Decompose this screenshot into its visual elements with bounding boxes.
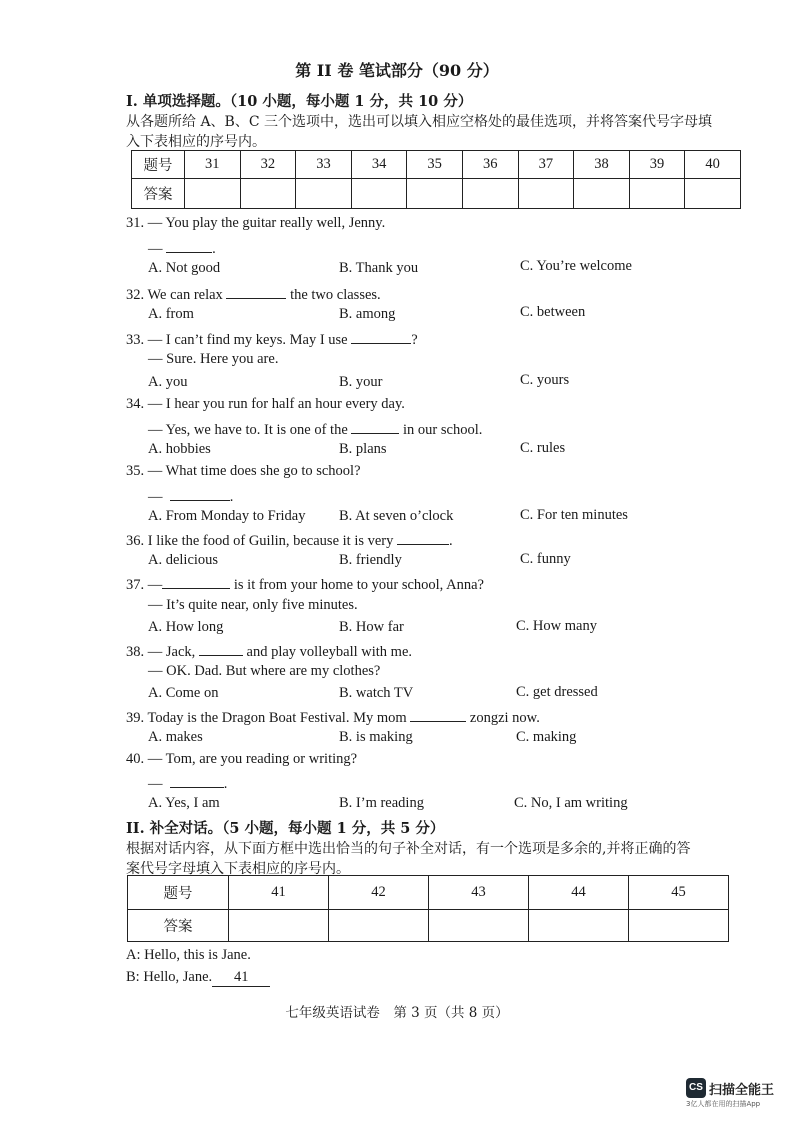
question-34-stem: 34. — I hear you run for half an hour every day. (126, 396, 405, 412)
answer-cell[interactable] (296, 179, 352, 209)
answer-table-1-header-row (132, 151, 741, 179)
question-35-response: — . (148, 486, 233, 506)
answer-table-2-number: 44 (529, 876, 629, 910)
answer-table-2-answer-row (128, 910, 729, 942)
answer-blank[interactable] (397, 530, 449, 545)
option-b: B. How far (339, 619, 404, 635)
option-a: A. Yes, I am (148, 795, 220, 811)
option-a: A. hobbies (148, 441, 211, 457)
option-c: C. You’re welcome (520, 258, 632, 274)
answer-table-2-number: 45 (629, 876, 729, 910)
question-31-response: — . (148, 238, 216, 258)
answer-cell[interactable] (240, 179, 296, 209)
camscanner-logo-icon: CS (686, 1078, 706, 1098)
question-37-response: — It’s quite near, only five minutes. (148, 597, 358, 613)
answer-table-1-number: 33 (296, 151, 352, 179)
question-35-stem: 35. — What time does she go to school? (126, 463, 361, 479)
answer-table-1-number: 36 (462, 151, 518, 179)
option-a: A. you (148, 374, 188, 390)
camscanner-tagline: 3亿人都在用的扫描App (686, 1100, 761, 1108)
question-33-stem: 33. — I can’t find my keys. May I use ? (126, 329, 418, 349)
question-31-stem: 31. — You play the guitar really well, Jenny. (126, 215, 386, 231)
option-a: A. Come on (148, 685, 219, 701)
question-36-stem: 36. I like the food of Guilin, because it is very . (126, 530, 453, 550)
answer-blank[interactable] (351, 419, 399, 434)
option-c: C. For ten minutes (520, 507, 628, 523)
question-37-stem: 37. — is it from your home to your school, Anna? (126, 574, 484, 594)
answer-table-1-number: 40 (685, 151, 741, 179)
option-b: B. watch TV (339, 685, 414, 701)
section2-instruction-line1: 根据对话内容，从下面方框中选出恰当的句子补全对话，有一个选项是多余的,并将正确的答 (126, 841, 691, 857)
section2-heading: II. 补全对话。（5 小题，每小题 1 分，共 5 分） (126, 820, 445, 837)
option-b: B. your (339, 374, 383, 390)
answer-table-2-number: 43 (429, 876, 529, 910)
option-c: C. between (520, 304, 586, 320)
option-b: B. Thank you (339, 260, 419, 276)
option-b: B. friendly (339, 552, 402, 568)
option-c: C. get dressed (516, 684, 598, 700)
answer-cell[interactable] (629, 179, 685, 209)
answer-table-2 (127, 875, 729, 942)
answer-blank[interactable] (162, 574, 230, 589)
option-a: A. How long (148, 619, 224, 635)
option-b: B. I’m reading (339, 795, 424, 811)
answer-table-1-number: 31 (185, 151, 241, 179)
question-34-response: — Yes, we have to. It is one of the in our school. (148, 419, 482, 439)
answer-cell[interactable] (574, 179, 630, 209)
answer-table-1-label-answer: 答案 (132, 179, 185, 209)
question-38-stem: 38. — Jack, and play volleyball with me. (126, 641, 412, 661)
option-c: C. making (516, 729, 577, 745)
option-c: C. rules (520, 440, 566, 456)
option-c: C. No, I am writing (514, 795, 628, 811)
answer-blank[interactable] (226, 284, 286, 299)
option-b: B. plans (339, 441, 387, 457)
option-a: A. delicious (148, 552, 219, 568)
camscanner-watermark (686, 1078, 786, 1109)
answer-cell[interactable] (462, 179, 518, 209)
camscanner-name: 扫描全能王 (709, 1082, 775, 1098)
answer-cell[interactable] (518, 179, 574, 209)
answer-table-2-number: 42 (329, 876, 429, 910)
answer-table-1-number: 35 (407, 151, 463, 179)
answer-table-1-label-number: 题号 (132, 151, 185, 179)
section1-heading: I. 单项选择题。（10 小题，每小题 1 分，共 10 分） (126, 93, 473, 110)
option-a: A. makes (148, 729, 203, 745)
option-a: A. From Monday to Friday (148, 508, 306, 524)
answer-cell[interactable] (185, 179, 241, 209)
dialogue-blank-41[interactable]: 41 (212, 969, 270, 987)
answer-cell[interactable] (351, 179, 407, 209)
question-38-response: — OK. Dad. But where are my clothes? (148, 663, 381, 679)
answer-blank[interactable] (351, 329, 411, 344)
dialogue-line-b: B: Hello, Jane. 41 (126, 969, 270, 987)
answer-cell[interactable] (429, 910, 529, 942)
answer-blank[interactable] (170, 773, 224, 788)
answer-table-1-number: 37 (518, 151, 574, 179)
answer-cell[interactable] (407, 179, 463, 209)
answer-table-1-number: 34 (351, 151, 407, 179)
answer-blank[interactable] (170, 486, 230, 501)
dialogue-line-a: A: Hello, this is Jane. (126, 947, 251, 963)
option-c: C. yours (520, 372, 570, 388)
answer-table-2-number: 41 (229, 876, 329, 910)
answer-cell[interactable] (629, 910, 729, 942)
option-b: B. is making (339, 729, 413, 745)
answer-cell[interactable] (229, 910, 329, 942)
answer-table-1-number: 32 (240, 151, 296, 179)
option-c: C. funny (520, 551, 571, 567)
question-40-stem: 40. — Tom, are you reading or writing? (126, 751, 358, 767)
section1-instruction-line2: 入下表相应的序号内。 (126, 134, 266, 150)
answer-cell[interactable] (329, 910, 429, 942)
answer-table-2-label-number: 题号 (128, 876, 229, 910)
question-40-response: — . (148, 773, 227, 793)
answer-table-1-number: 38 (574, 151, 630, 179)
page-footer: 七年级英语试卷 第 3 页（共 8 页） (285, 1005, 509, 1021)
section2-instruction-line2: 案代号字母填入下表相应的序号内。 (126, 861, 350, 877)
answer-cell[interactable] (529, 910, 629, 942)
option-a: A. Not good (148, 260, 221, 276)
page-title: 第 II 卷 笔试部分（90 分） (295, 61, 499, 80)
answer-table-2-label-answer: 答案 (128, 910, 229, 942)
answer-cell[interactable] (685, 179, 741, 209)
answer-blank[interactable] (410, 707, 466, 722)
answer-table-1 (131, 150, 741, 209)
option-c: C. How many (516, 618, 597, 634)
answer-blank[interactable] (166, 238, 212, 253)
question-39-stem: 39. Today is the Dragon Boat Festival. My mom zongzi now. (126, 707, 540, 727)
question-32-stem: 32. We can relax the two classes. (126, 284, 381, 304)
option-b: B. At seven o’clock (339, 508, 454, 524)
option-a: A. from (148, 306, 194, 322)
answer-table-1-answer-row (132, 179, 741, 209)
answer-table-1-number: 39 (629, 151, 685, 179)
option-b: B. among (339, 306, 396, 322)
answer-blank[interactable] (199, 641, 243, 656)
answer-table-2-header-row (128, 876, 729, 910)
question-33-response: — Sure. Here you are. (148, 351, 279, 367)
section1-instruction-line1: 从各题所给 A、B、C 三个选项中，选出可以填入相应空格处的最佳选项，并将答案代号字母填 (126, 114, 713, 130)
